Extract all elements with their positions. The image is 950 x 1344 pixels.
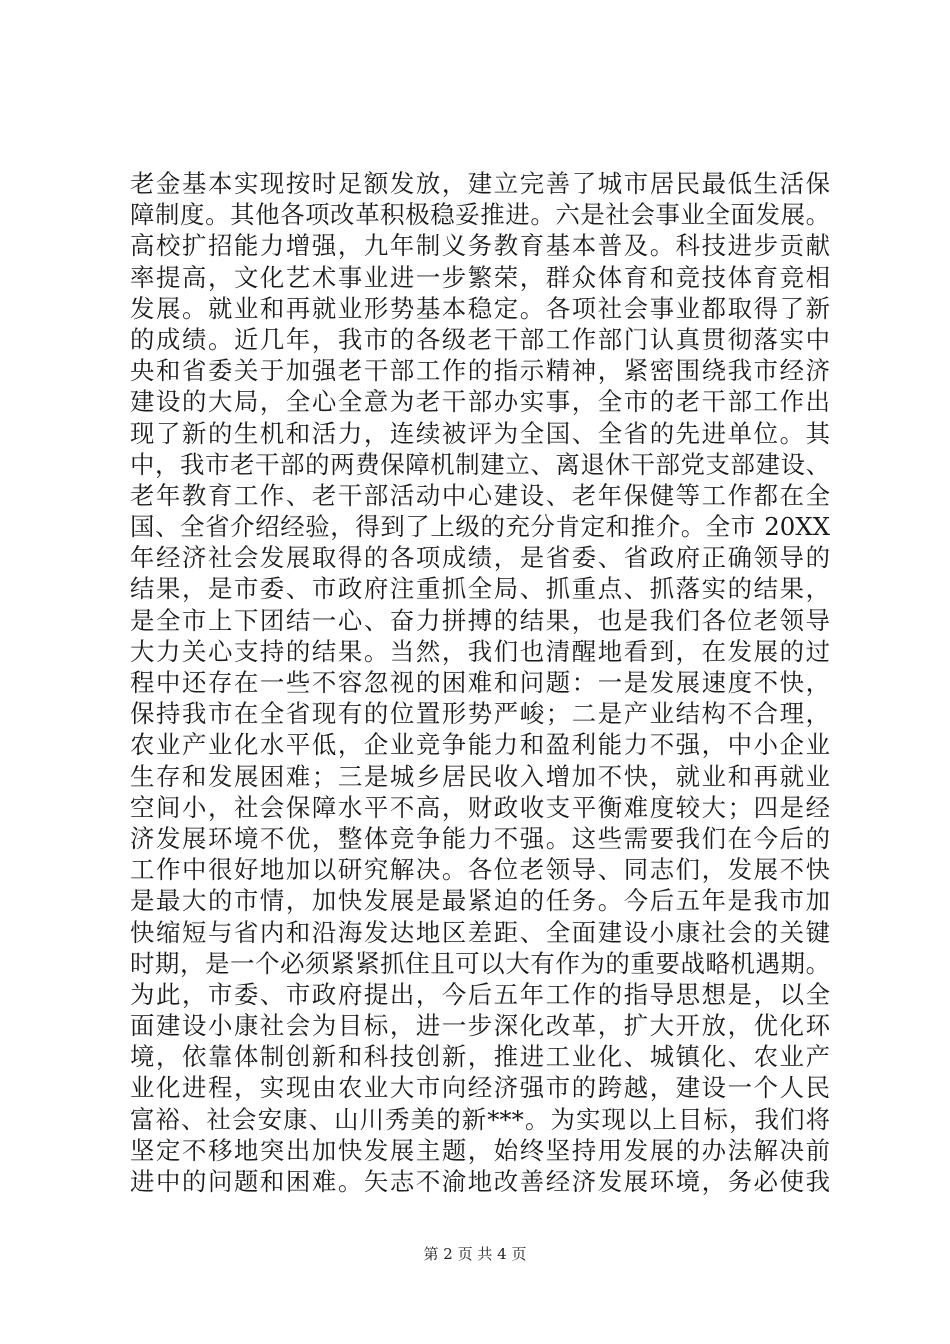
text-line: 济发展环境不优，整体竞争能力不强。这些需要我们在今后的 (130, 823, 830, 853)
text-line: 快缩短与省内和沿海发达地区差距、全面建设小康社会的关键 (130, 917, 830, 947)
text-line: 发展。就业和再就业形势基本稳定。各项社会事业都取得了新 (130, 293, 830, 323)
text-line: 国、全省介绍经验，得到了上级的充分肯定和推介。全市 20XX (130, 512, 830, 542)
text-line: 的成绩。近几年，我市的各级老干部工作部门认真贯彻落实中 (130, 324, 830, 354)
text-line: 率提高，文化艺术事业进一步繁荣，群众体育和竞技体育竞相 (130, 262, 830, 292)
text-line: 老年教育工作、老干部活动中心建设、老年保健等工作都在全 (130, 480, 830, 510)
text-line: 是最大的市情，加快发展是最紧迫的任务。今后五年是我市加 (130, 886, 830, 916)
text-line: 障制度。其他各项改革积极稳妥推进。六是社会事业全面发展。 (130, 200, 830, 230)
text-line: 业化进程，实现由农业大市向经济强市的跨越，建设一个人民 (130, 1073, 830, 1103)
text-line: 空间小，社会保障水平不高，财政收支平衡难度较大；四是经 (130, 792, 830, 822)
text-line: 中，我市老干部的两费保障机制建立、离退休干部党支部建设、 (130, 449, 830, 479)
text-line: 进中的问题和困难。矢志不渝地改善经济发展环境，务必使我 (130, 1167, 830, 1196)
text-line: 现了新的生机和活力，连续被评为全国、全省的先进单位。其 (130, 418, 830, 448)
body-text (130, 168, 830, 1197)
text-line: 老金基本实现按时足额发放，建立完善了城市居民最低生活保 (130, 169, 830, 198)
text-line: 程中还存在一些不容忽视的困难和问题：一是发展速度不快， (130, 668, 830, 697)
text-line: 时期，是一个必须紧紧抓住且可以大有作为的重要战略机遇期。 (130, 948, 830, 978)
text-line: 农业产业化水平低，企业竞争能力和盈利能力不强，中小企业 (130, 730, 830, 760)
text-line: 央和省委关于加强老干部工作的指示精神，紧密围绕我市经济 (130, 356, 830, 386)
text-line: 生存和发展困难；三是城乡居民收入增加不快，就业和再就业 (130, 761, 830, 791)
text-line: 大力关心支持的结果。当然，我们也清醒地看到，在发展的过 (130, 636, 830, 666)
text-line: 保持我市在全省现有的位置形势严峻；二是产业结构不合理， (130, 699, 830, 729)
text-line: 结果，是市委、市政府注重抓全局、抓重点、抓落实的结果， (130, 574, 830, 604)
text-line: 年经济社会发展取得的各项成绩，是省委、省政府正确领导的 (130, 543, 830, 573)
text-line: 建设的大局，全心全意为老干部办实事，全市的老干部工作出 (130, 387, 830, 417)
text-line: 为此，市委、市政府提出，今后五年工作的指导思想是，以全 (130, 979, 830, 1009)
text-line: 面建设小康社会为目标，进一步深化改革，扩大开放，优化环 (130, 1011, 830, 1041)
text-line: 工作中很好地加以研究解决。各位老领导、同志们，发展不快 (130, 855, 830, 885)
page-number-footer: 第 2 页 共 4 页 (423, 1245, 527, 1263)
text-line: 高校扩招能力增强，九年制义务教育基本普及。科技进步贡献 (130, 231, 830, 261)
text-line: 境，依靠体制创新和科技创新，推进工业化、城镇化、农业产 (130, 1042, 830, 1072)
text-line: 富裕、社会安康、山川秀美的新***。为实现以上目标，我们将 (130, 1104, 830, 1134)
text-line: 坚定不移地突出加快发展主题，始终坚持用发展的办法解决前 (130, 1135, 830, 1165)
text-line: 是全市上下团结一心、奋力拼搏的结果，也是我们各位老领导 (130, 605, 830, 635)
